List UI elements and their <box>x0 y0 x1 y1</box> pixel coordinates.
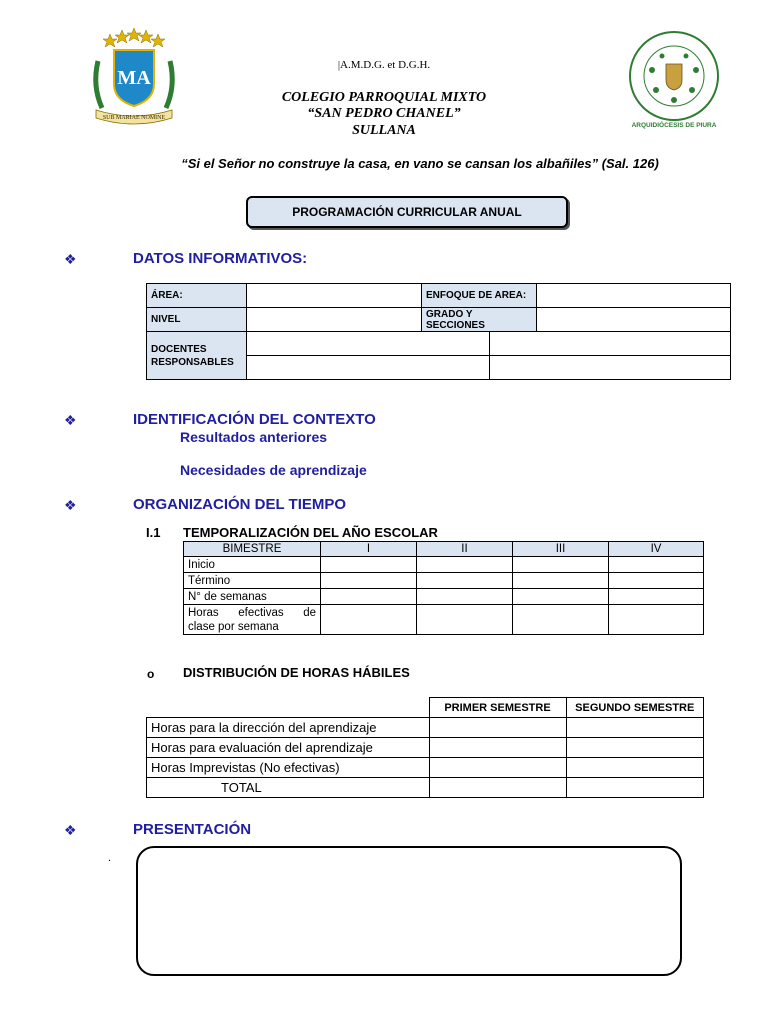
nivel-value[interactable] <box>247 308 422 332</box>
table-cell[interactable] <box>429 778 566 798</box>
document-title: PROGRAMACIÓN CURRICULAR ANUAL <box>292 205 522 219</box>
distribucion-bullet: o <box>147 667 155 681</box>
table-cell[interactable] <box>321 589 417 605</box>
distribucion-table <box>146 697 704 798</box>
enfoque-label: ENFOQUE DE AREA: <box>422 284 537 308</box>
table-cell[interactable] <box>321 605 417 635</box>
necesidades-subheading: Necesidades de aprendizaje <box>180 462 367 478</box>
presentacion-box[interactable] <box>136 846 682 976</box>
section-bullet-icon: ❖ <box>64 822 77 838</box>
docentes-label-line2: RESPONSABLES <box>151 356 234 368</box>
temporalizacion-number: I.1 <box>146 525 161 540</box>
bimestre-col-header: IV <box>609 542 704 557</box>
row-label: Horas Imprevistas (No efectivas) <box>147 758 430 778</box>
segundo-semestre-header: SEGUNDO SEMESTRE <box>566 698 704 718</box>
table-cell[interactable] <box>429 718 566 738</box>
docentes-table <box>146 331 731 380</box>
table-cell[interactable] <box>566 718 704 738</box>
table-cell[interactable] <box>609 605 704 635</box>
grado-value[interactable] <box>537 308 731 332</box>
table-cell[interactable] <box>321 573 417 589</box>
table-cell[interactable] <box>609 573 704 589</box>
distribucion-heading: DISTRIBUCIÓN DE HORAS HÁBILES <box>183 665 410 680</box>
bimestre-col-header: I <box>321 542 417 557</box>
row-label: Horas para la dirección del aprendizaje <box>147 718 430 738</box>
school-city: SULLANA <box>352 123 416 138</box>
table-cell[interactable] <box>513 557 609 573</box>
docente-cell[interactable] <box>490 332 731 356</box>
table-cell[interactable] <box>417 605 513 635</box>
temporalizacion-heading: TEMPORALIZACIÓN DEL AÑO ESCOLAR <box>183 525 438 540</box>
table-cell[interactable] <box>566 778 704 798</box>
table-cell[interactable] <box>513 573 609 589</box>
school-name: “SAN PEDRO CHANEL” <box>307 106 461 121</box>
resultados-subheading: Resultados anteriores <box>180 429 328 445</box>
docente-cell[interactable] <box>247 356 490 380</box>
table-cell[interactable] <box>566 758 704 778</box>
school-type: COLEGIO PARROQUIAL MIXTO <box>281 90 487 105</box>
presentacion-heading: PRESENTACIÓN <box>133 821 252 838</box>
row-label: Inicio <box>184 557 321 573</box>
bible-quote: “Si el Señor no construye la casa, en vano se cansan los albañiles” (Sal. 126) <box>181 156 659 171</box>
crest-monogram: MA <box>117 67 151 89</box>
horas-efectivas-line2: clase por semana <box>188 620 279 633</box>
horas-efectivas-line1: Horas efectivas de <box>188 606 316 619</box>
contexto-heading: IDENTIFICACIÓN DEL CONTEXTO <box>133 411 376 428</box>
enfoque-value[interactable] <box>537 284 731 308</box>
table-cell[interactable] <box>417 589 513 605</box>
docente-cell[interactable] <box>247 332 490 356</box>
row-label: Término <box>184 573 321 589</box>
row-label <box>184 605 321 635</box>
tiempo-heading: ORGANIZACIÓN DEL TIEMPO <box>133 496 347 513</box>
total-label: TOTAL <box>147 778 430 798</box>
datos-heading: DATOS INFORMATIVOS: <box>133 250 308 267</box>
table-cell[interactable] <box>609 557 704 573</box>
table-cell[interactable] <box>429 758 566 778</box>
grado-label: GRADO Y SECCIONES <box>422 308 537 332</box>
bimestre-col-header: II <box>417 542 513 557</box>
table-cell[interactable] <box>429 738 566 758</box>
document-title-box <box>246 196 568 228</box>
docentes-label-line1: DOCENTES <box>151 343 207 355</box>
section-bullet-icon: ❖ <box>64 412 77 428</box>
table-cell[interactable] <box>609 589 704 605</box>
temporalizacion-table <box>183 541 704 635</box>
docente-cell[interactable] <box>490 356 731 380</box>
table-cell[interactable] <box>566 738 704 758</box>
row-label: Horas para evaluación del aprendizaje <box>147 738 430 758</box>
seal-bottom-text: ARQUIDIÓCESIS DE PIURA <box>631 122 717 129</box>
table-cell[interactable] <box>417 573 513 589</box>
presentacion-dot: . <box>108 852 112 864</box>
table-cell[interactable] <box>417 557 513 573</box>
table-cell[interactable] <box>513 589 609 605</box>
area-value[interactable] <box>247 284 422 308</box>
section-bullet-icon: ❖ <box>64 251 77 267</box>
nivel-label: NIVEL <box>147 308 247 332</box>
motto-top: |A.M.D.G. et D.G.H. <box>337 59 431 71</box>
section-bullet-icon: ❖ <box>64 497 77 513</box>
docentes-label <box>147 332 247 380</box>
bimestre-header: BIMESTRE <box>184 542 321 557</box>
table-cell[interactable] <box>513 605 609 635</box>
table-cell[interactable] <box>321 557 417 573</box>
empty-corner <box>147 698 430 718</box>
area-label: ÁREA: <box>147 284 247 308</box>
bimestre-col-header: III <box>513 542 609 557</box>
row-label: N° de semanas <box>184 589 321 605</box>
datos-table <box>146 283 731 332</box>
crest-ribbon-text: SUB MARIAE NOMINE <box>102 115 166 121</box>
primer-semestre-header: PRIMER SEMESTRE <box>429 698 566 718</box>
